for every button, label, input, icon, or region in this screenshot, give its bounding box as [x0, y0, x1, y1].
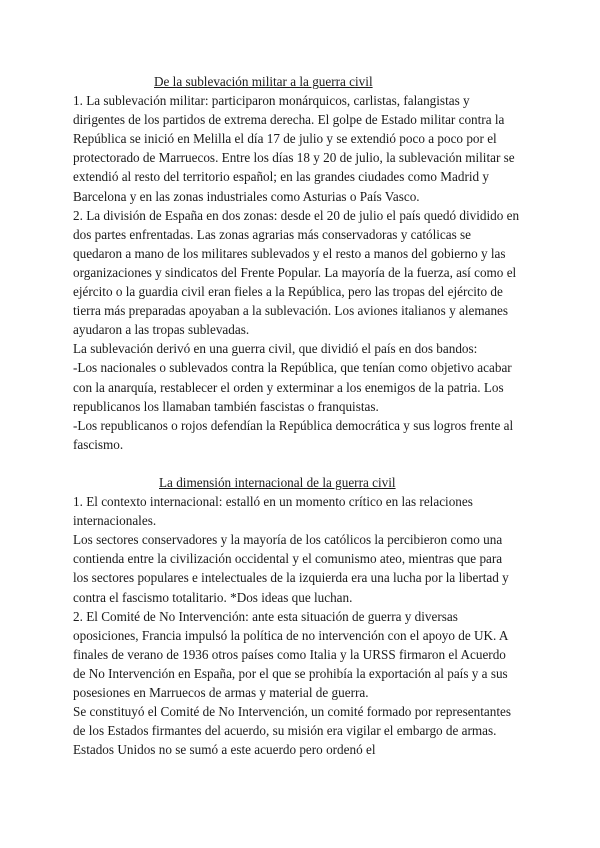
section-gap: [73, 454, 520, 473]
s1-paragraph-3: La sublevación derivó en una guerra civil, que dividió el país en dos bandos:: [73, 341, 478, 357]
s2-paragraph-1: 1. El contexto internacional: estalló en un momento crítico en las relaciones internacionales.: [73, 494, 473, 529]
s1-paragraph-2: 2. La división de España en dos zonas: desde el 20 de julio el país quedó dividido en dos partes enfrentadas. Las zonas agrarias más conservadoras y católicas se quedaron a mano de los militares sublevados y el resto a manos del gobierno y las organizaciones y sindicatos del Frente Popular. La mayoría de la fuerza, así como el ejército o la guardia civil eran fieles a la República, pero las tropas del ejército de tierra más preparadas apoyaban a la sublevación. Los aviones italianos y alemanes ayudaron a las tropas sublevadas.: [73, 207, 520, 338]
section-2-title: La dimensión internacional de la guerra civil: [159, 474, 396, 490]
section-1-title: De la sublevación militar a la guerra civil: [154, 74, 373, 89]
s2-paragraph-3: 2. El Comité de No Intervención: ante esta situación de guerra y diversas oposiciones, Francia impulsó la política de no intervención con el apoyo de UK. A finales de verano de 1936 otros países como Italia y la URSS firmaron el Acuerdo de No Intervención en España, por el que se prohibía la exportación al país y a sus posesiones en Marruecos de armas y material de guerra.: [73, 608, 508, 700]
s1-paragraph-5: -Los republicanos o rojos defendían la República democrática y sus logros frente al fascismo.: [73, 417, 514, 452]
s1-paragraph-1: 1. La sublevación militar: participaron monárquicos, carlistas, falangistas y dirigentes de los partidos de extrema derecha. El golpe de Estado militar contra la República se inició en Melilla el día 17 de julio y se extendió poco a poco por el protectorado de Marruecos. Entre los días 18 y 20 de julio, la sublevación militar se extendió al resto del territorio español; en las grandes ciudades como Madrid y Barcelona y en las zonas industriales como Asturias o País Vasco.: [73, 93, 515, 204]
s2-paragraph-2: Los sectores conservadores y la mayoría de los católicos la percibieron como una contienda entre la civilización occidental y el comunismo ateo, mientras que para los sectores populares e intelectuales de la izquierda era una lucha por la libertad y contra el fascismo totalitario. *Dos ideas que luchan.: [73, 532, 509, 605]
s1-paragraph-4: -Los nacionales o sublevados contra la República, que tenían como objetivo acabar con la anarquía, restablecer el orden y exterminar a los enemigos de la patria. Los republicanos los llamaban también fascistas o franquistas.: [73, 360, 512, 414]
s2-paragraph-4: Se constituyó el Comité de No Intervención, un comité formado por representantes de los Estados firmantes del acuerdo, su misión era vigilar el embargo de armas. Estados Unidos no se sumó a este acuerdo pero ordenó el: [73, 704, 511, 758]
